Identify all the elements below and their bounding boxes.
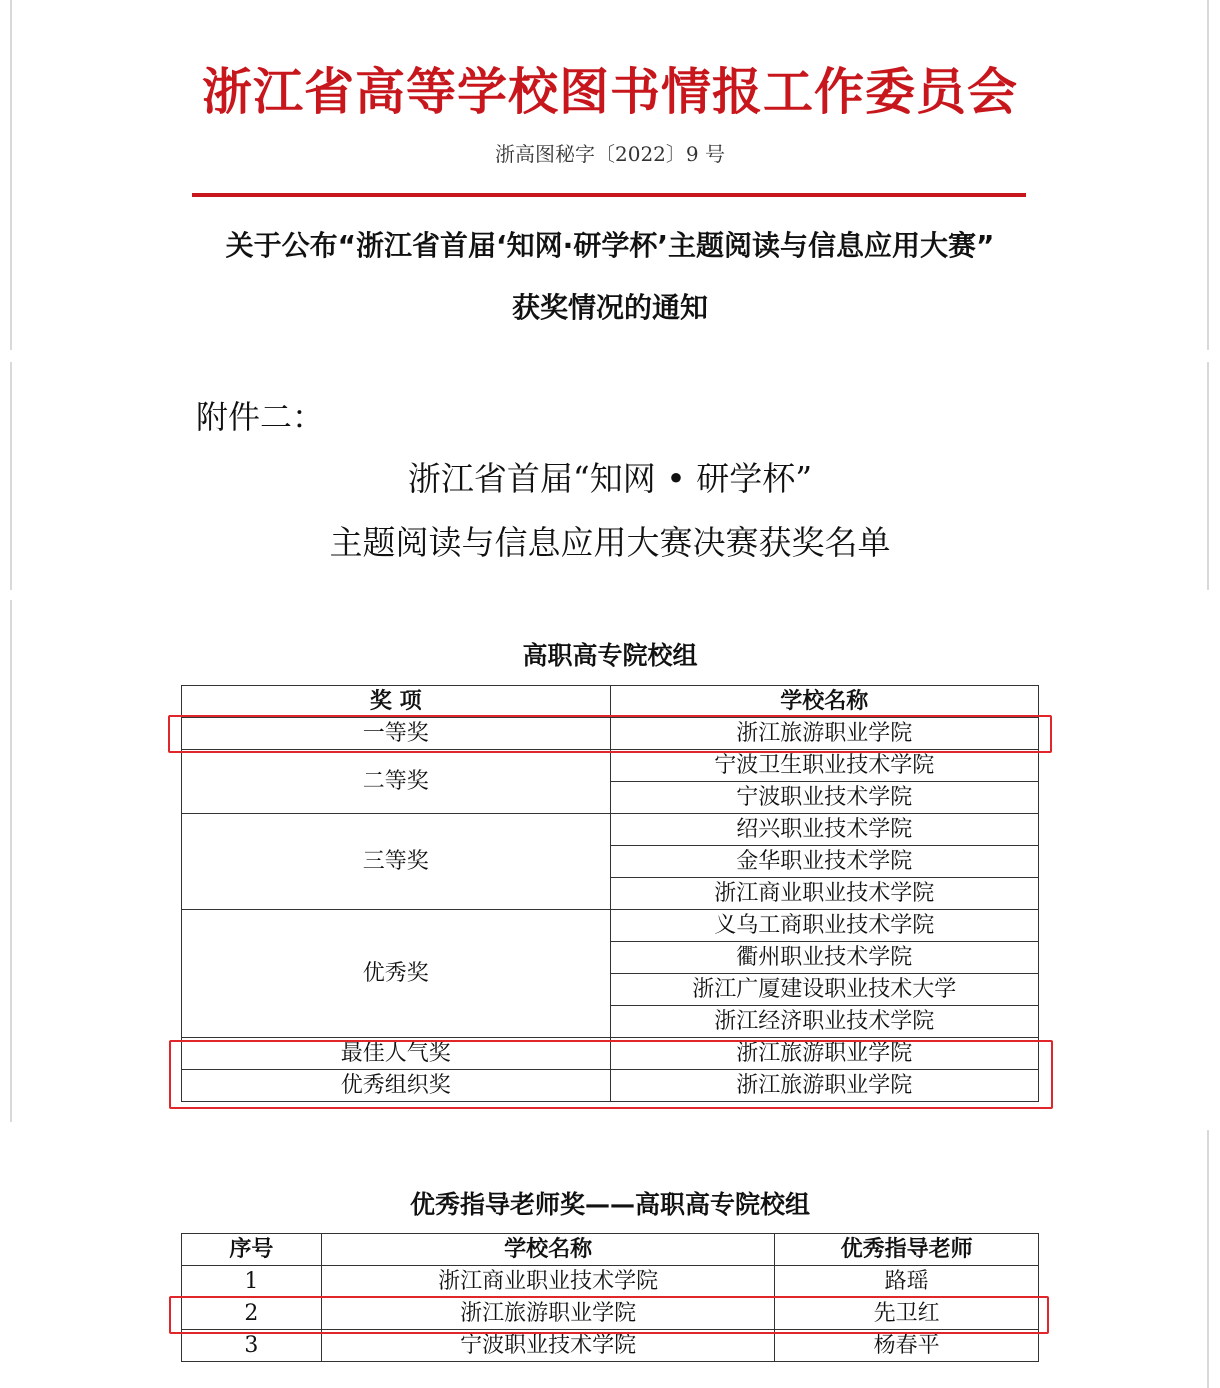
- table-header-row: [182, 686, 1039, 718]
- school-cell: 浙江广厦建设职业技术大学: [610, 974, 1039, 1006]
- school-cell: 衢州职业技术学院: [610, 942, 1039, 974]
- teacher-cell: 杨春平: [775, 1330, 1039, 1362]
- document-number: 浙高图秘字〔2022〕9 号: [495, 142, 725, 166]
- column-header-number: 序号: [182, 1234, 322, 1266]
- table-row: [182, 910, 1039, 942]
- school-cell: 绍兴职业技术学院: [610, 814, 1039, 846]
- table-header-row: [182, 1234, 1039, 1266]
- school-cell: 浙江旅游职业学院: [610, 1038, 1039, 1070]
- table-row: [182, 750, 1039, 782]
- award-cell: 优秀组织奖: [182, 1070, 611, 1102]
- list-title-line1: 浙江省首届“知网 • 研学杯”: [407, 459, 813, 498]
- mentor-section-title: 优秀指导老师奖——高职高专院校组: [409, 1190, 810, 1219]
- notice-title-line1: 关于公布“浙江省首届‘知网·研学杯’主题阅读与信息应用大赛”: [225, 229, 995, 262]
- award-cell: 优秀奖: [182, 910, 611, 1038]
- school-cell: 金华职业技术学院: [610, 846, 1039, 878]
- number-cell: 1: [182, 1266, 322, 1298]
- column-header-award: 奖 项: [182, 686, 611, 718]
- teacher-cell: 先卫红: [775, 1298, 1039, 1330]
- school-cell: 浙江旅游职业学院: [610, 1070, 1039, 1102]
- notice-title-line2: 获奖情况的通知: [511, 291, 708, 324]
- attachment-label: 附件二：: [196, 398, 325, 436]
- list-title-line2: 主题阅读与信息应用大赛决赛获奖名单: [329, 523, 891, 562]
- table-row: [182, 1330, 1039, 1362]
- organization-title: 浙江省高等学校图书情报工作委员会: [202, 62, 1018, 121]
- school-cell: 义乌工商职业技术学院: [610, 910, 1039, 942]
- school-cell: 浙江旅游职业学院: [321, 1298, 774, 1330]
- awards-section-title: 高职高专院校组: [522, 641, 698, 670]
- school-cell: 浙江商业职业技术学院: [321, 1266, 774, 1298]
- page-edge-line: [10, 600, 12, 1122]
- school-cell: 宁波职业技术学院: [610, 782, 1039, 814]
- school-cell: 浙江经济职业技术学院: [610, 1006, 1039, 1038]
- red-divider: [192, 193, 1026, 197]
- school-cell: 浙江商业职业技术学院: [610, 878, 1039, 910]
- teacher-cell: 路瑶: [775, 1266, 1039, 1298]
- award-cell: 最佳人气奖: [182, 1038, 611, 1070]
- column-header-school: 学校名称: [321, 1234, 774, 1266]
- number-cell: 3: [182, 1330, 322, 1362]
- award-cell: 一等奖: [182, 718, 611, 750]
- highlight-box: [169, 1040, 1053, 1109]
- column-header-teacher: 优秀指导老师: [775, 1234, 1039, 1266]
- award-cell: 二等奖: [182, 750, 611, 814]
- page-edge-line: [1207, 1130, 1209, 1388]
- table-row: [182, 814, 1039, 846]
- table-row: [182, 1266, 1039, 1298]
- school-cell: 浙江旅游职业学院: [610, 718, 1039, 750]
- school-cell: 宁波卫生职业技术学院: [610, 750, 1039, 782]
- column-header-school: 学校名称: [610, 686, 1039, 718]
- highlight-box: [168, 715, 1052, 753]
- highlight-box: [169, 1296, 1049, 1334]
- school-cell: 宁波职业技术学院: [321, 1330, 774, 1362]
- award-cell: 三等奖: [182, 814, 611, 910]
- number-cell: 2: [182, 1298, 322, 1330]
